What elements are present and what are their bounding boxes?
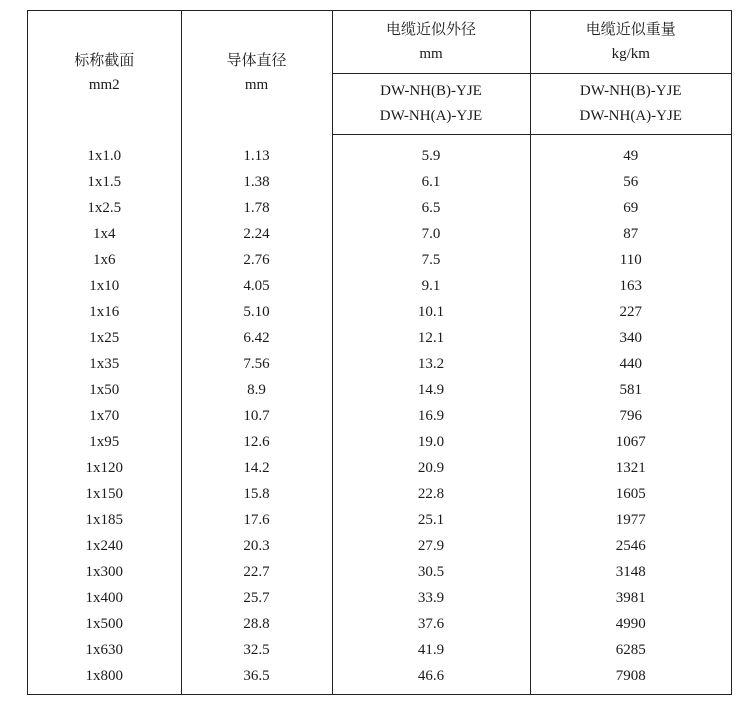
cell-nominal-section: 1x16: [28, 299, 181, 325]
cell-nominal-section: 1x70: [28, 403, 181, 429]
cell-conductor-diameter: 25.7: [181, 585, 332, 611]
cell-conductor-diameter: 8.9: [181, 377, 332, 403]
cell-nominal-section: 1x800: [28, 663, 181, 689]
cell-outer-diameter: 46.6: [332, 663, 530, 689]
cell-nominal-section: 1x120: [28, 455, 181, 481]
cell-conductor-diameter: 2.24: [181, 221, 332, 247]
table-row: [28, 507, 731, 533]
cell-weight: 49: [623, 148, 639, 164]
cell-nominal-section: 1x240: [28, 533, 181, 559]
cell-nominal-section: 1x4: [28, 221, 181, 247]
cell-weight: 1605: [615, 486, 646, 502]
cell-weight: 581: [619, 382, 642, 398]
cell-weight: 87: [623, 226, 639, 242]
cell-outer-diameter: 30.5: [332, 559, 530, 585]
table-row: [28, 169, 731, 195]
table-row: [28, 585, 731, 611]
cell-outer-diameter: 13.2: [332, 351, 530, 377]
cell-conductor-diameter: 4.05: [181, 273, 332, 299]
table-row: [28, 351, 731, 377]
cell-nominal-section: 1x35: [28, 351, 181, 377]
table-row: [28, 455, 731, 481]
cell-outer-diameter: 14.9: [332, 377, 530, 403]
cell-outer-diameter: 20.9: [332, 455, 530, 481]
cell-weight: 56: [623, 174, 639, 190]
cell-outer-diameter: 22.8: [332, 481, 530, 507]
cell-nominal-section: 1x95: [28, 429, 181, 455]
cell-weight: 7908: [615, 668, 646, 684]
table-row: [28, 559, 731, 585]
header-weight-types: [530, 74, 731, 135]
table-row: [28, 221, 731, 247]
cell-conductor-diameter: 17.6: [181, 507, 332, 533]
cell-nominal-section: 1x10: [28, 273, 181, 299]
cell-outer-diameter: 7.0: [332, 221, 530, 247]
cell-outer-diameter: 7.5: [332, 247, 530, 273]
cell-conductor-diameter: 22.7: [181, 559, 332, 585]
cell-conductor-diameter: 10.7: [181, 403, 332, 429]
header-conductor-diameter-title: 导体直径: [226, 52, 287, 69]
spec-table: [28, 11, 731, 694]
cell-nominal-section: 1x630: [28, 637, 181, 663]
cell-weight: 227: [619, 304, 642, 320]
spacer-cell: [28, 689, 181, 694]
cell-conductor-diameter: 12.6: [181, 429, 332, 455]
cell-outer-diameter: 12.1: [332, 325, 530, 351]
cell-outer-diameter: 37.6: [332, 611, 530, 637]
table-row: [28, 403, 731, 429]
cell-outer-diameter: 19.0: [332, 429, 530, 455]
header-outer-diameter: [332, 11, 530, 74]
cell-conductor-diameter: 15.8: [181, 481, 332, 507]
header-weight-unit: kg/km: [611, 46, 650, 62]
cell-outer-diameter: 41.9: [332, 637, 530, 663]
cell-nominal-section: 1x400: [28, 585, 181, 611]
header-nominal-section-title: 标称截面: [74, 52, 135, 69]
cell-conductor-diameter: 14.2: [181, 455, 332, 481]
header-outer-diameter-title: 电缆近似外径: [385, 22, 476, 38]
table-row: [28, 273, 731, 299]
cell-conductor-diameter: 36.5: [181, 663, 332, 689]
cell-outer-diameter: 6.5: [332, 195, 530, 221]
table-row: [28, 481, 731, 507]
table-row: [28, 135, 731, 170]
cell-weight: 1067: [615, 434, 646, 450]
header-weight-type-a: DW-NH(A)-YJE: [579, 108, 682, 124]
table-row: [28, 429, 731, 455]
cell-nominal-section: 1x50: [28, 377, 181, 403]
table-spacer-row: [28, 689, 731, 694]
header-weight: [530, 11, 731, 74]
cell-outer-diameter: 25.1: [332, 507, 530, 533]
cell-weight: 3981: [615, 590, 646, 606]
header-outer-diameter-type-b: DW-NH(B)-YJE: [380, 83, 482, 99]
cell-conductor-diameter: 20.3: [181, 533, 332, 559]
spacer-cell: [332, 689, 530, 694]
header-weight-type-b: DW-NH(B)-YJE: [579, 83, 682, 99]
cell-nominal-section: 1x25: [28, 325, 181, 351]
cell-outer-diameter: 33.9: [332, 585, 530, 611]
cell-outer-diameter: 6.1: [332, 169, 530, 195]
cell-weight: 6285: [615, 642, 646, 658]
cell-conductor-diameter: 1.78: [181, 195, 332, 221]
cell-outer-diameter: 27.9: [332, 533, 530, 559]
cell-nominal-section: 1x150: [28, 481, 181, 507]
spacer-cell: [181, 689, 332, 694]
cell-weight: 1977: [615, 512, 646, 528]
cell-conductor-diameter: 32.5: [181, 637, 332, 663]
cell-weight: 3148: [615, 564, 646, 580]
cell-nominal-section: 1x2.5: [28, 195, 181, 221]
table-row: [28, 611, 731, 637]
table-row: [28, 247, 731, 273]
cell-weight: 440: [619, 356, 642, 372]
cell-weight: 2546: [615, 538, 646, 554]
cell-weight: 1321: [615, 460, 646, 476]
cell-conductor-diameter: 1.13: [181, 135, 332, 170]
cell-nominal-section: 1x500: [28, 611, 181, 637]
cell-nominal-section: 1x300: [28, 559, 181, 585]
table-row: [28, 195, 731, 221]
table-row: [28, 325, 731, 351]
header-outer-diameter-types: [332, 74, 530, 135]
table-row: [28, 299, 731, 325]
header-weight-title: 电缆近似重量: [585, 22, 676, 38]
header-outer-diameter-type-a: DW-NH(A)-YJE: [379, 108, 483, 124]
table-header: [28, 11, 731, 135]
table-row: [28, 377, 731, 403]
cell-weight: 110: [619, 252, 642, 268]
cell-conductor-diameter: 5.10: [181, 299, 332, 325]
cell-conductor-diameter: 7.56: [181, 351, 332, 377]
cell-nominal-section: 1x1.5: [28, 169, 181, 195]
table-body: [28, 135, 731, 695]
cell-conductor-diameter: 6.42: [181, 325, 332, 351]
table-row: [28, 637, 731, 663]
cell-outer-diameter: 16.9: [332, 403, 530, 429]
cell-outer-diameter: 10.1: [332, 299, 530, 325]
cell-nominal-section: 1x185: [28, 507, 181, 533]
table-row: [28, 533, 731, 559]
cell-conductor-diameter: 2.76: [181, 247, 332, 273]
cell-weight: 163: [619, 278, 642, 294]
spacer-cell: [530, 689, 731, 694]
header-conductor-diameter: [181, 11, 332, 135]
table-row: [28, 663, 731, 689]
cell-nominal-section: 1x6: [28, 247, 181, 273]
cell-weight: 4990: [615, 616, 646, 632]
header-conductor-diameter-unit: mm: [244, 76, 269, 93]
header-outer-diameter-unit: mm: [419, 46, 443, 62]
cable-spec-table: [27, 10, 732, 695]
cell-weight: 796: [619, 408, 642, 424]
cell-conductor-diameter: 1.38: [181, 169, 332, 195]
header-nominal-section: [28, 11, 181, 135]
cell-conductor-diameter: 28.8: [181, 611, 332, 637]
cell-outer-diameter: 9.1: [332, 273, 530, 299]
cell-nominal-section: 1x1.0: [28, 135, 181, 170]
header-nominal-section-unit: mm2: [88, 76, 120, 93]
cell-weight: 69: [623, 200, 639, 216]
cell-outer-diameter: 5.9: [332, 135, 530, 170]
cell-weight: 340: [619, 330, 642, 346]
